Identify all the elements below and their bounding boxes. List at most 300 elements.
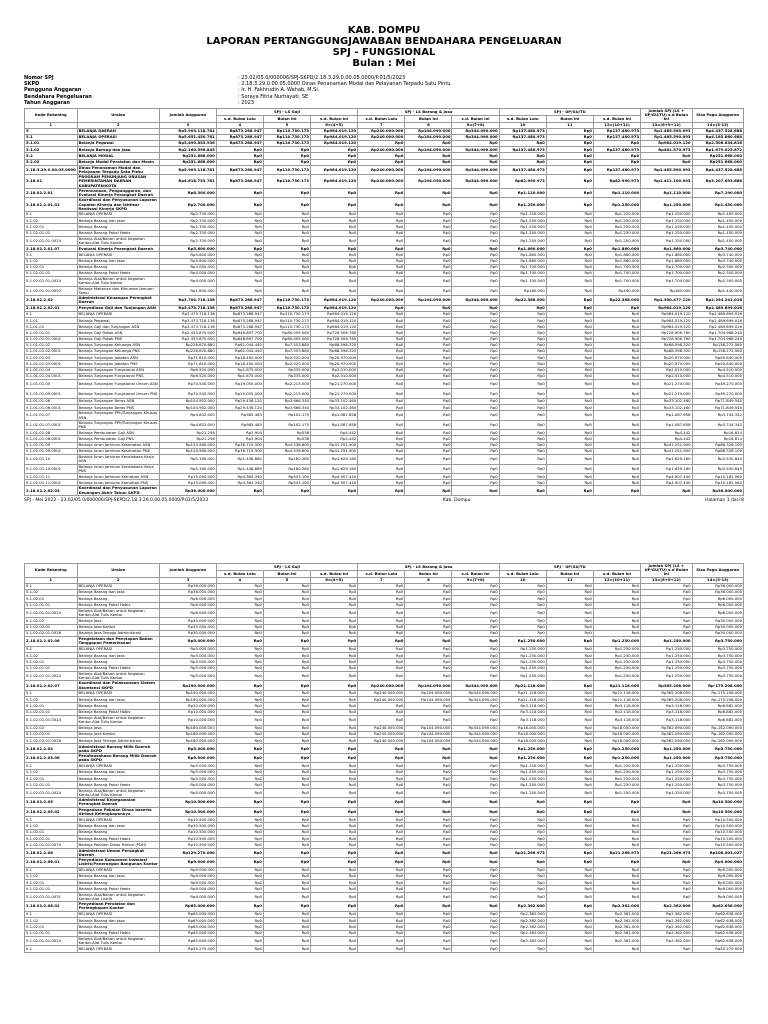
amount-cell: Rp1.700.000: [641, 277, 692, 287]
amount-cell: Rp0: [311, 817, 358, 823]
amount-cell: Rp21.266.973: [641, 848, 692, 857]
amount-cell: Rp18.450.000: [216, 355, 263, 361]
amount-cell: Rp873.288.947: [216, 134, 263, 140]
amount-cell: Rp0: [358, 367, 405, 373]
amount-cell: Rp0: [405, 946, 452, 952]
amount-cell: Rp0: [216, 817, 263, 823]
column-header: Jumlah Anggaran: [160, 564, 217, 578]
amount-cell: Rp0: [405, 430, 452, 436]
amount-cell: Rp0: [546, 829, 593, 835]
amount-cell: Rp4.000.000: [160, 264, 217, 270]
amount-cell: Rp0: [263, 930, 310, 936]
column-number: 6=(4+5): [311, 122, 358, 128]
amount-cell: Rp1.250.000: [499, 744, 546, 754]
amount-cell: Rp0: [358, 436, 405, 442]
amount-cell: Rp0: [405, 659, 452, 665]
account-code: 5.1.01.01.10: [25, 455, 78, 465]
amount-cell: Rp0: [405, 211, 452, 217]
amount-cell: Rp5.000.000: [160, 665, 217, 671]
table-row: [25, 286, 744, 296]
account-code: 5.1: [25, 646, 78, 652]
amount-cell: Rp0: [546, 405, 593, 411]
account-description: Belanja Barang: [77, 596, 160, 602]
account-description: Belanja Barang dan Jasa: [77, 652, 160, 658]
amount-cell: Rp180.000.000: [160, 725, 217, 731]
amount-cell: Rp0: [546, 236, 593, 246]
amount-cell: Rp0: [499, 858, 546, 868]
amount-cell: Rp0: [358, 703, 405, 709]
account-code: 5.1.02.01.01: [25, 665, 78, 671]
amount-cell: Rp0: [405, 336, 452, 342]
amount-cell: Rp0: [358, 405, 405, 411]
amount-cell: Rp0: [311, 873, 358, 879]
table-row: [25, 946, 744, 952]
account-description: Belanja Barang dan Jasa: [77, 258, 160, 264]
amount-cell: Rp240.000.000: [358, 134, 405, 140]
amount-cell: Rp0: [452, 608, 499, 618]
amount-cell: Rp190.000.000: [160, 681, 217, 691]
amount-cell: Rp0: [216, 583, 263, 589]
amount-cell: Rp0: [546, 782, 593, 788]
account-code: 5.1.01.01.11: [25, 474, 78, 480]
account-code: 5.1.02.01.01: [25, 836, 78, 842]
amount-cell: Rp0: [452, 330, 499, 336]
amount-cell: Rp3.530.840: [692, 455, 743, 465]
amount-cell: Rp1.860.000: [593, 252, 640, 258]
amount-cell: Rp1.250.000: [641, 788, 692, 798]
amount-cell: Rp0: [405, 930, 452, 936]
account-code: 5.1.02.01.01: [25, 886, 78, 892]
amount-cell: Rp0: [216, 842, 263, 848]
footer-regency: Kab. Dompu: [442, 497, 471, 503]
account-code: 5.1.02.01.01: [25, 230, 78, 236]
account-description: Administrasi Barang Milik Daerah pada SKPD: [77, 744, 160, 754]
amount-cell: Rp137.480.973: [499, 147, 546, 153]
amount-cell: Rp0: [216, 776, 263, 782]
amount-cell: Rp65.000.000: [160, 918, 217, 924]
table-row: [25, 236, 744, 246]
amount-cell: Rp0: [593, 886, 640, 892]
amount-cell: Rp3.750.000: [692, 782, 743, 788]
amount-cell: Rp7.553.880: [263, 342, 310, 348]
table-row: [25, 788, 744, 798]
amount-cell: Rp1.250.000: [641, 218, 692, 224]
amount-cell: Rp0: [311, 823, 358, 829]
amount-cell: Rp0: [358, 788, 405, 798]
amount-cell: Rp41.251.900: [641, 448, 692, 454]
account-description: BELANJA OPERASI: [77, 763, 160, 769]
amount-cell: Rp0: [405, 848, 452, 857]
amount-cell: Rp0: [216, 277, 263, 287]
account-code: 2.18.01.2.02.01: [25, 305, 78, 311]
account-description: Belanja Tunjangan Fungsional Umum ASN: [77, 379, 160, 389]
amount-cell: Rp0: [216, 218, 263, 224]
amount-cell: Rp0: [499, 608, 546, 618]
amount-cell: Rp0: [358, 823, 405, 829]
amount-cell: Rp62.638.000: [692, 911, 743, 917]
amount-cell: Rp1.250.000: [499, 236, 546, 246]
amount-cell: Rp0: [311, 659, 358, 665]
amount-cell: Rp10.000.000: [160, 703, 217, 709]
amount-cell: Rp0: [311, 690, 358, 696]
account-description: BELANJA OPERASI: [77, 911, 160, 917]
table-row: [25, 671, 744, 681]
amount-cell: Rp22.368.000: [593, 296, 640, 306]
account-code: 5.1.02: [25, 697, 78, 703]
table-row: [25, 744, 744, 754]
amount-cell: Rp2.362.000: [593, 918, 640, 924]
account-code: 5.1.02.01.01.0031: [25, 892, 78, 902]
amount-cell: Rp0: [546, 147, 593, 153]
account-description: Belanja Barang dan Jasa: [77, 589, 160, 595]
amount-cell: Rp0: [641, 873, 692, 879]
amount-cell: Rp0: [546, 858, 593, 868]
amount-cell: Rp0: [499, 624, 546, 630]
amount-cell: Rp0: [311, 652, 358, 658]
amount-cell: Rp1.350.477.120: [641, 296, 692, 306]
amount-cell: Rp3.118.000: [499, 716, 546, 726]
amount-cell: Rp0: [499, 330, 546, 336]
amount-cell: Rp2.354.241.016: [692, 296, 743, 306]
amount-cell: Rp0: [263, 738, 310, 744]
meta-value: : Ir. H. Fakhrudin A. Wahab, M.Si.: [238, 87, 320, 94]
amount-cell: Rp0: [263, 637, 310, 647]
amount-cell: Rp0: [311, 867, 358, 873]
amount-cell: Rp1.250.000: [641, 198, 692, 212]
amount-cell: Rp0: [358, 918, 405, 924]
amount-cell: Rp1.700.000: [499, 277, 546, 287]
amount-cell: Rp1.250.000: [593, 211, 640, 217]
amount-cell: Rp0: [405, 716, 452, 726]
amount-cell: Rp30.000.000: [160, 618, 217, 624]
amount-cell: Rp1.704.968.240: [692, 330, 743, 336]
amount-cell: Rp344.090.000: [452, 296, 499, 306]
account-description: Belanja Iuran Jaminan Kesehatan PNS: [77, 448, 160, 454]
amount-cell: Rp0: [263, 836, 310, 842]
amount-cell: Rp4.907.440: [641, 480, 692, 486]
amount-cell: Rp0: [405, 405, 452, 411]
amount-cell: Rp0: [311, 753, 358, 763]
amount-cell: Rp0: [499, 892, 546, 902]
amount-cell: Rp0: [452, 252, 499, 258]
amount-cell: Rp0: [452, 637, 499, 647]
amount-cell: Rp3.744.342: [692, 420, 743, 430]
amount-cell: Rp0: [405, 486, 452, 496]
account-description: BELANJA OPERASI: [77, 583, 160, 589]
account-code: 5.1.01.01.05.0001: [25, 389, 78, 399]
amount-cell: Rp0: [452, 892, 499, 902]
amount-cell: Rp344.090.000: [452, 681, 499, 691]
account-code: 5.1.02: [25, 769, 78, 775]
column-subheader: s.d. Bulan Ini: [311, 115, 358, 122]
amount-cell: Rp0: [405, 258, 452, 264]
account-code: 5.1.01.01.11.0001: [25, 480, 78, 486]
amount-cell: Rp0: [216, 731, 263, 737]
amount-cell: Rp0: [499, 373, 546, 379]
column-number: 7: [358, 577, 405, 583]
page-footer: [24, 498, 744, 503]
account-description: Belanja Gaji Pokok ASN: [77, 330, 160, 336]
amount-cell: Rp0: [546, 159, 593, 165]
amount-cell: Rp0: [641, 608, 692, 618]
amount-cell: Rp18.000.000: [499, 731, 546, 737]
amount-cell: Rp0: [216, 671, 263, 681]
amount-cell: Rp0: [311, 782, 358, 788]
amount-cell: Rp0: [593, 880, 640, 886]
spj-table-page-2: [24, 563, 744, 953]
amount-cell: Rp3.750.000: [692, 776, 743, 782]
amount-cell: Rp0: [546, 211, 593, 217]
account-code: 5.1.02.01.01.0024: [25, 608, 78, 618]
table-row: [25, 716, 744, 726]
amount-cell: Rp36.000.000: [692, 583, 743, 589]
amount-cell: Rp2.433.875.000: [160, 336, 217, 342]
amount-cell: Rp0: [311, 886, 358, 892]
amount-cell: Rp1.450.000: [692, 230, 743, 236]
amount-cell: Rp1.250.000: [593, 753, 640, 763]
amount-cell: Rp5.000.000: [160, 753, 217, 763]
amount-cell: Rp1.250.000: [499, 230, 546, 236]
amount-cell: Rp0: [546, 867, 593, 873]
account-description: Belanja Alat/Bahan untuk Kegiatan Kantor-Alat Tulis Kantor: [77, 608, 160, 618]
amount-cell: Rp0: [499, 829, 546, 835]
amount-cell: Rp0: [405, 646, 452, 652]
account-description: Belanja Iuran Jaminan Kesehatan ASN: [77, 442, 160, 448]
table-row: [25, 858, 744, 868]
amount-cell: Rp22.368.000: [499, 296, 546, 306]
amount-cell: Rp0: [452, 842, 499, 848]
amount-cell: Rp1.250.000: [641, 652, 692, 658]
amount-cell: Rp1.250.000: [593, 776, 640, 782]
amount-cell: Rp0: [216, 886, 263, 892]
account-description: BELANJA OPERASI: [77, 252, 160, 258]
amount-cell: Rp0: [358, 886, 405, 892]
amount-cell: Rp5.600.000: [160, 246, 217, 252]
amount-cell: Rp0: [452, 398, 499, 404]
column-number: 9=(7+8): [452, 577, 499, 583]
amount-cell: Rp0: [499, 442, 546, 448]
amount-cell: Rp50.640.000: [692, 355, 743, 361]
amount-cell: Rp5.600.000: [160, 252, 217, 258]
amount-cell: Rp0: [358, 665, 405, 671]
amount-cell: Rp0: [452, 911, 499, 917]
amount-cell: Rp-175.208.000: [692, 697, 743, 703]
amount-cell: Rp344.090.000: [452, 725, 499, 731]
account-code: 5.1.01.01.03.0001: [25, 361, 78, 367]
amount-cell: Rp21.256: [160, 436, 217, 442]
amount-cell: Rp10.500.000: [160, 829, 217, 835]
amount-cell: Rp0: [452, 474, 499, 480]
amount-cell: Rp0: [263, 681, 310, 691]
amount-cell: Rp251.668.000: [692, 159, 743, 165]
amount-cell: Rp0: [593, 420, 640, 430]
amount-cell: Rp0: [452, 807, 499, 817]
amount-cell: Rp0: [546, 442, 593, 448]
column-number: 5: [263, 122, 310, 128]
amount-cell: Rp-175.208.000: [692, 681, 743, 691]
column-subheader: s.d. Bulan Ini: [452, 570, 499, 577]
amount-cell: Rp1.250.000: [593, 744, 640, 754]
amount-cell: Rp1.629.160: [311, 455, 358, 465]
amount-cell: Rp0: [499, 318, 546, 324]
amount-cell: Rp0: [216, 703, 263, 709]
amount-cell: Rp0: [593, 398, 640, 404]
amount-cell: Rp1.675.000: [216, 373, 263, 379]
amount-cell: Rp0: [358, 776, 405, 782]
amount-cell: Rp68.598.320: [311, 342, 358, 348]
column-header: SPJ - UP/GU/TU: [499, 109, 640, 116]
column-subheader: s.d. Bulan Ini: [593, 570, 640, 577]
amount-cell: Rp0: [546, 436, 593, 442]
amount-cell: Rp0: [263, 602, 310, 608]
account-description: Belanja Tunjangan Jabatan ASN: [77, 355, 160, 361]
amount-cell: Rp0: [405, 311, 452, 317]
amount-cell: Rp873.288.947: [216, 318, 263, 324]
amount-cell: Rp0: [263, 188, 310, 198]
amount-cell: Rp2.700.000: [160, 211, 217, 217]
amount-cell: Rp0: [311, 602, 358, 608]
account-description: Belanja Barang dan Jasa: [77, 769, 160, 775]
amount-cell: Rp2.300.000: [692, 277, 743, 287]
amount-cell: Rp0: [216, 230, 263, 236]
amount-cell: Rp1.087.658: [641, 411, 692, 421]
amount-cell: Rp1.250.000: [593, 665, 640, 671]
amount-cell: Rp0: [216, 873, 263, 879]
amount-cell: Rp365.208.000: [641, 681, 692, 691]
amount-cell: Rp2.362.000: [593, 924, 640, 930]
amount-cell: Rp0: [405, 389, 452, 399]
amount-cell: Rp1.250.000: [499, 659, 546, 665]
amount-cell: Rp0: [499, 141, 546, 147]
amount-cell: Rp0: [358, 753, 405, 763]
amount-cell: Rp110.730.173: [263, 324, 310, 330]
amount-cell: Rp1.250.000: [593, 224, 640, 230]
account-description: Belanja Barang dan Jasa: [77, 873, 160, 879]
amount-cell: Rp5.000.000: [160, 659, 217, 665]
amount-cell: Rp61.044.440: [216, 342, 263, 348]
amount-cell: Rp20.970.000: [311, 361, 358, 367]
amount-cell: Rp0: [452, 753, 499, 763]
amount-cell: Rp2.362.000: [593, 902, 640, 912]
amount-cell: Rp0: [452, 411, 499, 421]
amount-cell: Rp0: [546, 652, 593, 658]
amount-cell: Rp2.362.000: [499, 911, 546, 917]
amount-cell: Rp0: [358, 716, 405, 726]
amount-cell: Rp3.473.718.136: [160, 311, 217, 317]
amount-cell: Rp0: [593, 464, 640, 474]
amount-cell: Rp0: [311, 725, 358, 731]
amount-cell: Rp82.990.973: [499, 175, 546, 189]
amount-cell: Rp0: [641, 153, 692, 159]
amount-cell: Rp0: [216, 602, 263, 608]
amount-cell: Rp0: [546, 880, 593, 886]
account-description: Belanja Tunjangan Fungsional ASN: [77, 367, 160, 373]
amount-cell: Rp0: [405, 330, 452, 336]
amount-cell: Rp0: [641, 159, 692, 165]
account-code: 5.1.01.01.03: [25, 355, 78, 361]
amount-cell: Rp0: [358, 946, 405, 952]
amount-cell: Rp2.362.000: [593, 930, 640, 936]
amount-cell: Rp0: [593, 373, 640, 379]
amount-cell: Rp1.700.000: [499, 270, 546, 276]
amount-cell: Rp10.500.000: [692, 836, 743, 842]
amount-cell: Rp0: [311, 252, 358, 258]
amount-cell: Rp4.000.000: [160, 277, 217, 287]
amount-cell: Rp20.970.000: [641, 361, 692, 367]
amount-cell: Rp0: [311, 697, 358, 703]
amount-cell: Rp4.907.440: [641, 474, 692, 480]
amount-cell: Rp4.437.528.688: [692, 128, 743, 134]
amount-cell: Rp3.750.000: [692, 769, 743, 775]
account-description: Belanja Tunjangan Fungsional PNS: [77, 373, 160, 379]
account-description: Belanja Jasa Tenaga Administrasi: [77, 738, 160, 744]
amount-cell: Rp0: [405, 361, 452, 367]
amount-cell: Rp0: [546, 324, 593, 330]
account-description: Belanja Alat/Bahan untuk Kegiatan Kantor-Alat Tulis Kantor: [77, 788, 160, 798]
amount-cell: Rp4.832.000: [160, 420, 217, 430]
amount-cell: Rp-182.090.000: [692, 738, 743, 744]
amount-cell: Rp0: [358, 911, 405, 917]
amount-cell: Rp0: [311, 618, 358, 624]
amount-cell: Rp0: [263, 659, 310, 665]
amount-cell: Rp873.288.947: [216, 305, 263, 311]
amount-cell: Rp110.730.173: [263, 175, 310, 189]
amount-cell: Rp-175.208.000: [692, 690, 743, 696]
amount-cell: Rp0: [311, 930, 358, 936]
amount-cell: Rp0: [593, 829, 640, 835]
account-code: 5.1.01.01.04.0001: [25, 373, 78, 379]
amount-cell: Rp0: [216, 198, 263, 212]
amount-cell: Rp110.730.173: [263, 318, 310, 324]
amount-cell: Rp30.000.000: [160, 624, 217, 630]
amount-cell: Rp240.000.000: [358, 697, 405, 703]
account-description: Belanja Iuran Jaminan Kecelakaan Kerja PNS: [77, 464, 160, 474]
column-header: Jumlah SPJ (LS + UP/GU/TU) s.d Bulan Ini: [641, 564, 692, 578]
amount-cell: Rp0: [216, 608, 263, 618]
amount-cell: Rp240.000.000: [358, 165, 405, 175]
amount-cell: Rp0: [216, 236, 263, 246]
column-subheader: s.d. Bulan Lalu: [216, 570, 263, 577]
amount-cell: Rp1.250.000: [499, 211, 546, 217]
account-description: Evaluasi Kinerja Perangkat Daerah: [77, 246, 160, 252]
account-description: Belanja Alat/Bahan untuk Kegiatan Kantor-Alat Tulis Kantor: [77, 936, 160, 946]
column-subheader: s.d. Bulan Ini: [311, 570, 358, 577]
amount-cell: Rp0: [358, 608, 405, 618]
report-header: [24, 0, 744, 69]
account-code: 5.1: [25, 311, 78, 317]
amount-cell: Rp0: [263, 218, 310, 224]
amount-cell: Rp1.679.025.872: [692, 147, 743, 153]
amount-cell: Rp0: [405, 153, 452, 159]
amount-cell: Rp0: [405, 782, 452, 788]
amount-cell: Rp0: [358, 224, 405, 230]
amount-cell: Rp0: [358, 324, 405, 330]
amount-cell: Rp80.009.060: [263, 336, 310, 342]
amount-cell: Rp0: [311, 277, 358, 287]
account-code: 2.18.01.2.02.07: [25, 681, 78, 691]
amount-cell: Rp0: [216, 589, 263, 595]
amount-cell: Rp0: [311, 637, 358, 647]
account-code: 5.1.02.01: [25, 264, 78, 270]
amount-cell: Rp0: [593, 330, 640, 336]
amount-cell: Rp0: [546, 230, 593, 236]
amount-cell: Rp0: [358, 236, 405, 246]
amount-cell: Rp10.500.000: [692, 829, 743, 835]
account-description: Pengelolaan dan Penyiapan Bahan Tanggapan Pemeriksaan: [77, 637, 160, 647]
column-number: 11: [546, 577, 593, 583]
amount-cell: Rp0: [499, 836, 546, 842]
column-subheader: s.d. Bulan Ini: [593, 115, 640, 122]
